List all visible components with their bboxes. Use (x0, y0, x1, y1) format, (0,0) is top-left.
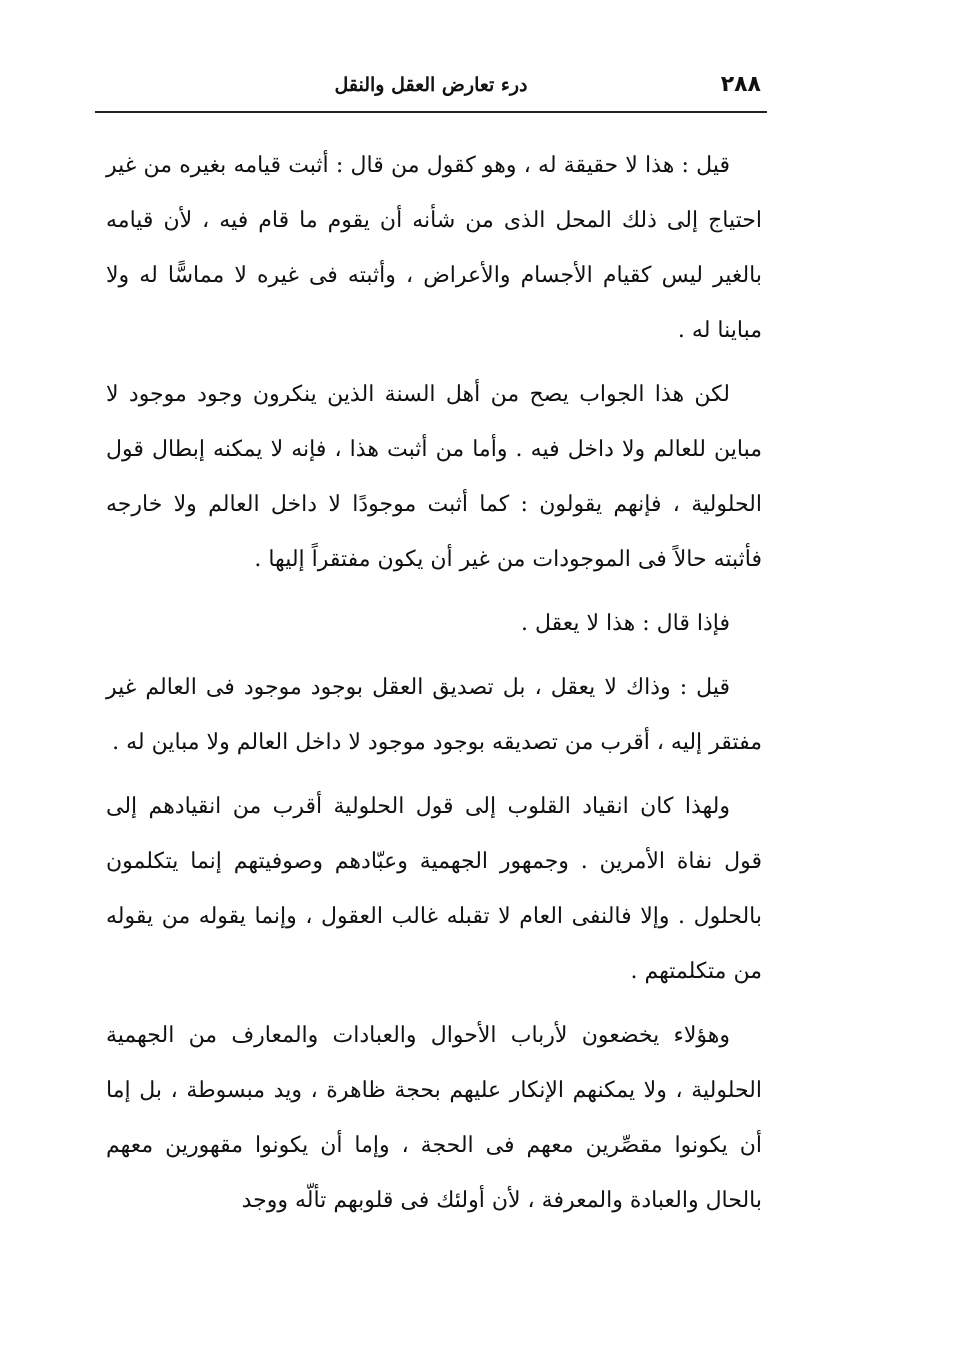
paragraph-4: قيل : وذاك لا يعقل ، بل تصديق العقل بوجود موجود فى العالم غير مفتقر إليه ، أقرب من تصديقه بوجود موجود لا داخل العالم ولا مباين له . (106, 675, 762, 755)
running-title: درء تعارض العقل والنقل (334, 74, 528, 96)
page-header (95, 72, 767, 112)
header-rule (95, 111, 767, 113)
paragraph-6: وهؤلاء يخضعون لأرباب الأحوال والعبادات والمعارف من الجهمية الحلولية ، ولا يمكنهم الإنكار عليهم بحجة ظاهرة ، ويد مبسوطة ، بل إما أن يكونوا مقصِّرين معهم فى الحجة ، وإما أن يكونوا مقهورين معهم بالحال والعبادة والمعرفة ، لأن أولئك فى قلوبهم تألّه ووجد (106, 1023, 762, 1213)
page-number: ٢٨٨ (720, 72, 761, 97)
paragraph-2: لكن هذا الجواب يصح من أهل السنة الذين ينكرون وجود موجود لا مباين للعالم ولا داخل فيه . وأما من أثبت هذا ، فإنه لا يمكنه إبطال قول الحلولية ، فإنهم يقولون : كما أثبت موجودًا لا داخل العالم ولا خارجه فأثبته حالاً فى الموجودات من غير أن يكون مفتقراً إليها . (106, 382, 762, 572)
paragraph-5: ولهذا كان انقياد القلوب إلى قول الحلولية أقرب من انقيادهم إلى قول نفاة الأمرين . وجمهور الجهمية وعبّادهم وصوفيتهم إنما يتكلمون بالحلول . وإلا فالنفى العام لا تقبله غالب العقول ، وإنما يقوله من يقوله من متكلمتهم . (106, 794, 762, 984)
paragraph-1: قيل : هذا لا حقيقة له ، وهو كقول من قال : أثبت قيامه بغيره من غير احتياج إلى ذلك المحل الذى من شأنه أن يقوم ما قام فيه ، لأن قيامه بالغير ليس كقيام الأجسام والأعراض ، وأثبته فى غيره لا مماسًّا له ولا مباينا له . (106, 153, 762, 343)
body-text (106, 138, 762, 1237)
paragraph-3: فإذا قال : هذا لا يعقل . (520, 611, 730, 636)
